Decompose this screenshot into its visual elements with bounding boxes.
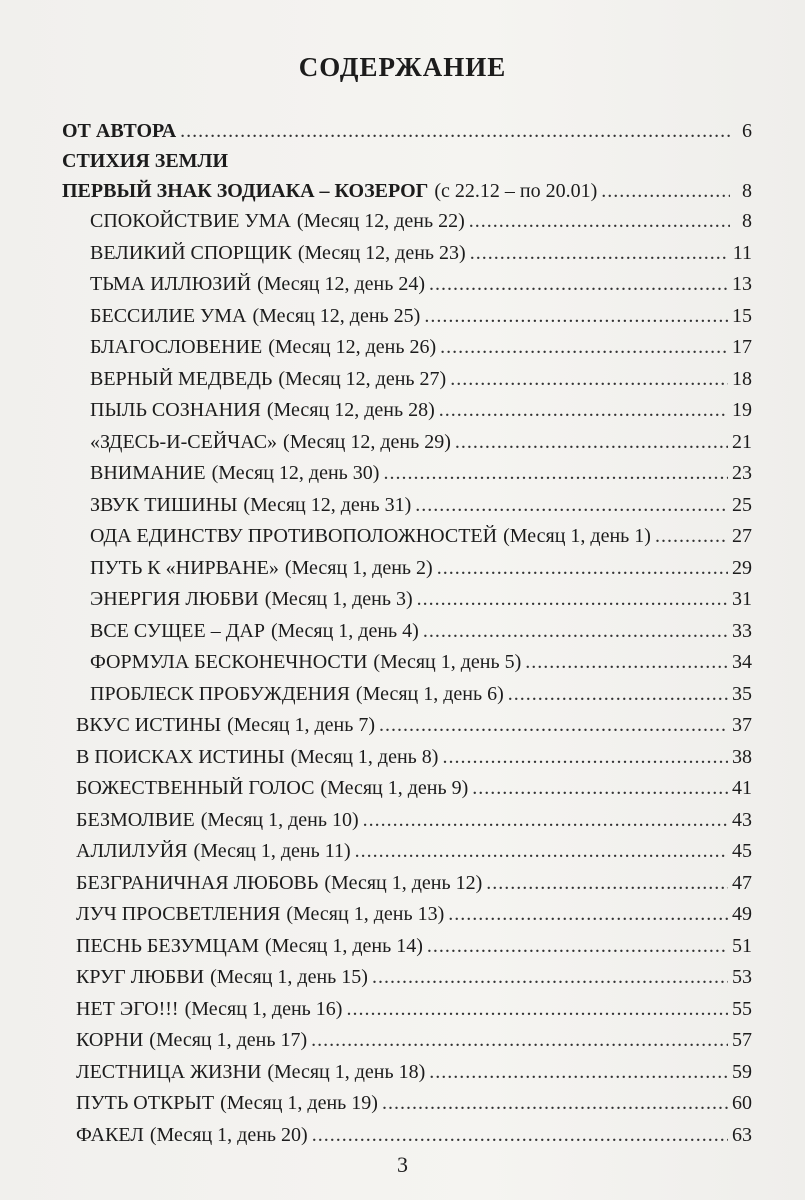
toc-entry[interactable] bbox=[62, 238, 752, 270]
toc-entry-page: 33 bbox=[732, 619, 752, 642]
toc-entry-title: СТИХИЯ ЗЕМЛИ bbox=[62, 150, 229, 172]
toc-entry-page: 45 bbox=[732, 840, 752, 862]
toc-entry-page: 57 bbox=[732, 1029, 752, 1051]
toc-entry-title: ФОРМУЛА БЕСКОНЕЧНОСТИ bbox=[90, 651, 368, 673]
toc-leader-dots bbox=[508, 679, 728, 711]
toc-leader-dots bbox=[437, 553, 728, 585]
toc-entry-page: 63 bbox=[732, 1123, 752, 1146]
toc-entry-date: (Месяц 12, день 22) bbox=[296, 210, 465, 232]
toc-entry-date: (Месяц 1, день 15) bbox=[210, 966, 368, 988]
toc-leader-dots bbox=[525, 647, 728, 679]
toc-entry-date: (Месяц 12, день 31) bbox=[243, 493, 412, 516]
toc-leader-dots bbox=[429, 1057, 728, 1089]
toc-entry-page: 18 bbox=[732, 367, 752, 390]
toc-entry-title: ЗВУК ТИШИНЫ bbox=[90, 493, 238, 516]
toc-entry-page: 55 bbox=[732, 997, 752, 1020]
toc-entry-date: (Месяц 12, день 30) bbox=[211, 462, 380, 484]
toc-entry[interactable] bbox=[62, 301, 752, 333]
toc-entry[interactable] bbox=[62, 994, 752, 1026]
toc-entry-title: ПЕРВЫЙ ЗНАК ЗОДИАКА – КОЗЕРОГ bbox=[62, 180, 429, 202]
toc-entry[interactable] bbox=[62, 679, 752, 711]
toc-entry-date: (Месяц 12, день 27) bbox=[278, 367, 447, 390]
toc-entry-page: 37 bbox=[732, 714, 752, 736]
toc-entry[interactable] bbox=[62, 1088, 752, 1120]
toc-entry[interactable] bbox=[62, 206, 752, 238]
toc-leader-dots bbox=[486, 868, 728, 900]
page-number: 3 bbox=[397, 1152, 408, 1177]
toc-leader-dots bbox=[450, 364, 728, 396]
toc-entry[interactable] bbox=[62, 553, 752, 585]
toc-entry-date: (Месяц 12, день 29) bbox=[283, 430, 451, 453]
toc-entry-title: СПОКОЙСТВИЕ УМА bbox=[90, 210, 291, 232]
toc-entry-date: (Месяц 1, день 12) bbox=[324, 871, 483, 894]
toc-entry-title: ВКУС ИСТИНЫ bbox=[76, 714, 222, 736]
toc-leader-dots bbox=[470, 238, 729, 270]
toc-leader-dots bbox=[423, 616, 728, 648]
toc-entry-date: (Месяц 12, день 24) bbox=[257, 273, 426, 295]
toc-entry-date: (Месяц 1, день 6) bbox=[355, 682, 504, 705]
toc-entry-title: ЭНЕРГИЯ ЛЮБВИ bbox=[90, 588, 259, 610]
toc-entry-title: ЛЕСТНИЦА ЖИЗНИ bbox=[76, 1060, 262, 1083]
toc-leader-dots bbox=[382, 1088, 728, 1120]
toc-entry[interactable] bbox=[62, 364, 752, 396]
toc-entry[interactable] bbox=[62, 176, 752, 206]
toc-entry-page: 19 bbox=[732, 399, 752, 421]
toc-entry-title: ПУТЬ ОТКРЫТ bbox=[76, 1092, 215, 1114]
toc-entry-page: 27 bbox=[732, 525, 752, 547]
toc-entry[interactable] bbox=[62, 962, 752, 994]
toc-entry-title: ПУТЬ К «НИРВАНЕ» bbox=[90, 556, 279, 579]
table-of-contents bbox=[62, 116, 752, 1151]
toc-entry-date: (Месяц 1, день 9) bbox=[320, 777, 469, 799]
toc-entry[interactable] bbox=[62, 146, 752, 176]
toc-entry-page: 53 bbox=[732, 966, 752, 988]
toc-entry-title: ПРОБЛЕСК ПРОБУЖДЕНИЯ bbox=[90, 682, 350, 705]
toc-leader-dots bbox=[312, 1120, 728, 1152]
toc-entry-date: (Месяц 1, день 7) bbox=[227, 714, 375, 736]
toc-entry[interactable] bbox=[62, 269, 752, 301]
toc-entry-title: ВЕРНЫЙ МЕДВЕДЬ bbox=[90, 367, 273, 390]
toc-entry[interactable] bbox=[62, 899, 752, 931]
toc-entry-page: 41 bbox=[732, 777, 752, 799]
toc-entry-date: (Месяц 1, день 19) bbox=[220, 1092, 378, 1114]
toc-entry-date: (Месяц 1, день 8) bbox=[290, 745, 439, 768]
toc-entry-title: БЕССИЛИЕ УМА bbox=[90, 304, 247, 327]
toc-entry-page: 13 bbox=[732, 273, 752, 295]
toc-leader-dots bbox=[346, 994, 728, 1026]
toc-entry-date: (Месяц 1, день 10) bbox=[200, 808, 359, 831]
toc-leader-dots bbox=[427, 931, 728, 963]
toc-entry[interactable] bbox=[62, 931, 752, 963]
toc-entry-date: (Месяц 12, день 28) bbox=[266, 399, 435, 421]
toc-entry[interactable] bbox=[62, 1120, 752, 1152]
toc-leader-dots bbox=[417, 584, 728, 616]
toc-entry[interactable] bbox=[62, 458, 752, 490]
toc-entry-page: 17 bbox=[732, 336, 752, 358]
toc-entry-title: ВНИМАНИЕ bbox=[90, 462, 206, 484]
toc-entry-page: 60 bbox=[732, 1092, 752, 1114]
toc-entry-title: БЛАГОСЛОВЕНИЕ bbox=[90, 336, 263, 358]
toc-entry-title: КРУГ ЛЮБВИ bbox=[76, 966, 205, 988]
toc-entry-title: НЕТ ЭГО!!! bbox=[76, 997, 179, 1020]
toc-entry-page: 29 bbox=[732, 556, 752, 579]
toc-leader-dots bbox=[440, 332, 728, 364]
toc-entry-date: (Месяц 1, день 3) bbox=[264, 588, 413, 610]
toc-entry[interactable] bbox=[62, 395, 752, 427]
toc-entry-page: 35 bbox=[732, 682, 752, 705]
toc-leader-dots bbox=[439, 395, 728, 427]
toc-entry-page: 51 bbox=[732, 934, 752, 957]
toc-entry-date: (Месяц 1, день 20) bbox=[149, 1123, 308, 1146]
toc-entry-title: ВЕЛИКИЙ СПОРЩИК bbox=[90, 241, 292, 264]
toc-entry-page: 8 bbox=[742, 210, 752, 232]
toc-entry[interactable] bbox=[62, 710, 752, 742]
toc-entry-title: БОЖЕСТВЕННЫЙ ГОЛОС bbox=[76, 777, 315, 799]
toc-entry-date: (Месяц 1, день 4) bbox=[270, 619, 419, 642]
toc-entry-title: ПЫЛЬ СОЗНАНИЯ bbox=[90, 399, 261, 421]
toc-entry[interactable] bbox=[62, 616, 752, 648]
toc-entry-date: (Месяц 1, день 2) bbox=[284, 556, 433, 579]
toc-entry[interactable] bbox=[62, 836, 752, 868]
toc-leader-dots bbox=[372, 962, 728, 994]
toc-leader-dots bbox=[448, 899, 728, 931]
toc-leader-dots bbox=[383, 458, 728, 490]
toc-entry-date: (Месяц 1, день 1) bbox=[503, 525, 651, 547]
toc-entry[interactable] bbox=[62, 742, 752, 774]
toc-leader-dots bbox=[455, 427, 728, 459]
toc-entry-date: (Месяц 1, день 18) bbox=[267, 1060, 426, 1083]
toc-entry-page: 25 bbox=[732, 493, 752, 516]
toc-entry-page: 47 bbox=[732, 871, 752, 894]
toc-entry[interactable] bbox=[62, 1025, 752, 1057]
toc-entry-page: 23 bbox=[732, 462, 752, 484]
toc-entry[interactable] bbox=[62, 647, 752, 679]
toc-entry[interactable] bbox=[62, 805, 752, 837]
toc-entry-title: ОДА ЕДИНСТВУ ПРОТИВОПОЛОЖНОСТЕЙ bbox=[90, 525, 498, 547]
toc-leader-dots bbox=[363, 805, 728, 837]
toc-entry[interactable] bbox=[62, 584, 752, 616]
toc-entry-title: ВСЕ СУЩЕЕ – ДАР bbox=[90, 619, 265, 642]
toc-entry-title: АЛЛИЛУЙЯ bbox=[76, 840, 188, 862]
toc-entry-date: (Месяц 1, день 16) bbox=[184, 997, 343, 1020]
toc-entry-title: БЕЗГРАНИЧНАЯ ЛЮБОВЬ bbox=[76, 871, 319, 894]
toc-entry-date: (Месяц 12, день 26) bbox=[268, 336, 437, 358]
toc-entry-page: 11 bbox=[732, 241, 752, 264]
toc-entry-title: В ПОИСКАХ ИСТИНЫ bbox=[76, 745, 285, 768]
toc-entry[interactable] bbox=[62, 427, 752, 459]
toc-entry-page: 21 bbox=[732, 430, 752, 453]
toc-leader-dots bbox=[415, 490, 728, 522]
toc-entry-date: (с 22.12 – по 20.01) bbox=[434, 180, 598, 202]
toc-entry-title: ПЕСНЬ БЕЗУМЦАМ bbox=[76, 934, 260, 957]
toc-leader-dots bbox=[472, 773, 728, 805]
toc-leader-dots bbox=[442, 742, 728, 774]
toc-entry[interactable] bbox=[62, 116, 752, 146]
toc-entry-page: 38 bbox=[732, 745, 752, 768]
toc-leader-dots bbox=[655, 521, 728, 553]
toc-entry-title: ОТ АВТОРА bbox=[62, 120, 177, 142]
toc-entry-page: 59 bbox=[732, 1060, 752, 1083]
toc-entry-page: 15 bbox=[732, 304, 752, 327]
toc-entry[interactable] bbox=[62, 490, 752, 522]
toc-entry[interactable] bbox=[62, 521, 752, 553]
toc-leader-dots bbox=[424, 301, 728, 333]
toc-entry-title: «ЗДЕСЬ-И-СЕЙЧАС» bbox=[90, 430, 278, 453]
toc-entry-title: ЛУЧ ПРОСВЕТЛЕНИЯ bbox=[76, 903, 281, 925]
toc-entry-title: ТЬМА ИЛЛЮЗИЙ bbox=[90, 273, 252, 295]
toc-entry-title: ФАКЕЛ bbox=[76, 1123, 144, 1146]
toc-entry-date: (Месяц 1, день 13) bbox=[286, 903, 445, 925]
toc-entry[interactable] bbox=[62, 868, 752, 900]
toc-entry-date: (Месяц 1, день 14) bbox=[265, 934, 423, 957]
toc-entry-page: 31 bbox=[732, 588, 752, 610]
toc-leader-dots bbox=[429, 269, 728, 301]
toc-leader-dots bbox=[601, 176, 730, 206]
toc-leader-dots bbox=[311, 1025, 728, 1057]
toc-entry-date: (Месяц 1, день 17) bbox=[149, 1029, 308, 1051]
toc-entry-title: БЕЗМОЛВИЕ bbox=[76, 808, 195, 831]
page-title: СОДЕРЖАНИЕ bbox=[298, 52, 507, 82]
toc-entry-date: (Месяц 12, день 25) bbox=[252, 304, 421, 327]
toc-entry-page: 8 bbox=[742, 180, 752, 202]
toc-leader-dots bbox=[180, 116, 730, 146]
toc-entry[interactable] bbox=[62, 1057, 752, 1089]
toc-entry-page: 6 bbox=[742, 120, 752, 142]
toc-leader-dots bbox=[355, 836, 728, 868]
toc-entry-date: (Месяц 12, день 23) bbox=[297, 241, 466, 264]
toc-entry-page: 34 bbox=[732, 651, 752, 673]
toc-entry-date: (Месяц 1, день 5) bbox=[373, 651, 522, 673]
toc-entry-date: (Месяц 1, день 11) bbox=[193, 840, 351, 862]
toc-entry-page: 49 bbox=[732, 903, 752, 925]
toc-entry[interactable] bbox=[62, 773, 752, 805]
toc-entry[interactable] bbox=[62, 332, 752, 364]
toc-entry-page: 43 bbox=[732, 808, 752, 831]
toc-leader-dots bbox=[379, 710, 728, 742]
toc-leader-dots bbox=[469, 206, 730, 238]
toc-entry-title: КОРНИ bbox=[76, 1029, 144, 1051]
